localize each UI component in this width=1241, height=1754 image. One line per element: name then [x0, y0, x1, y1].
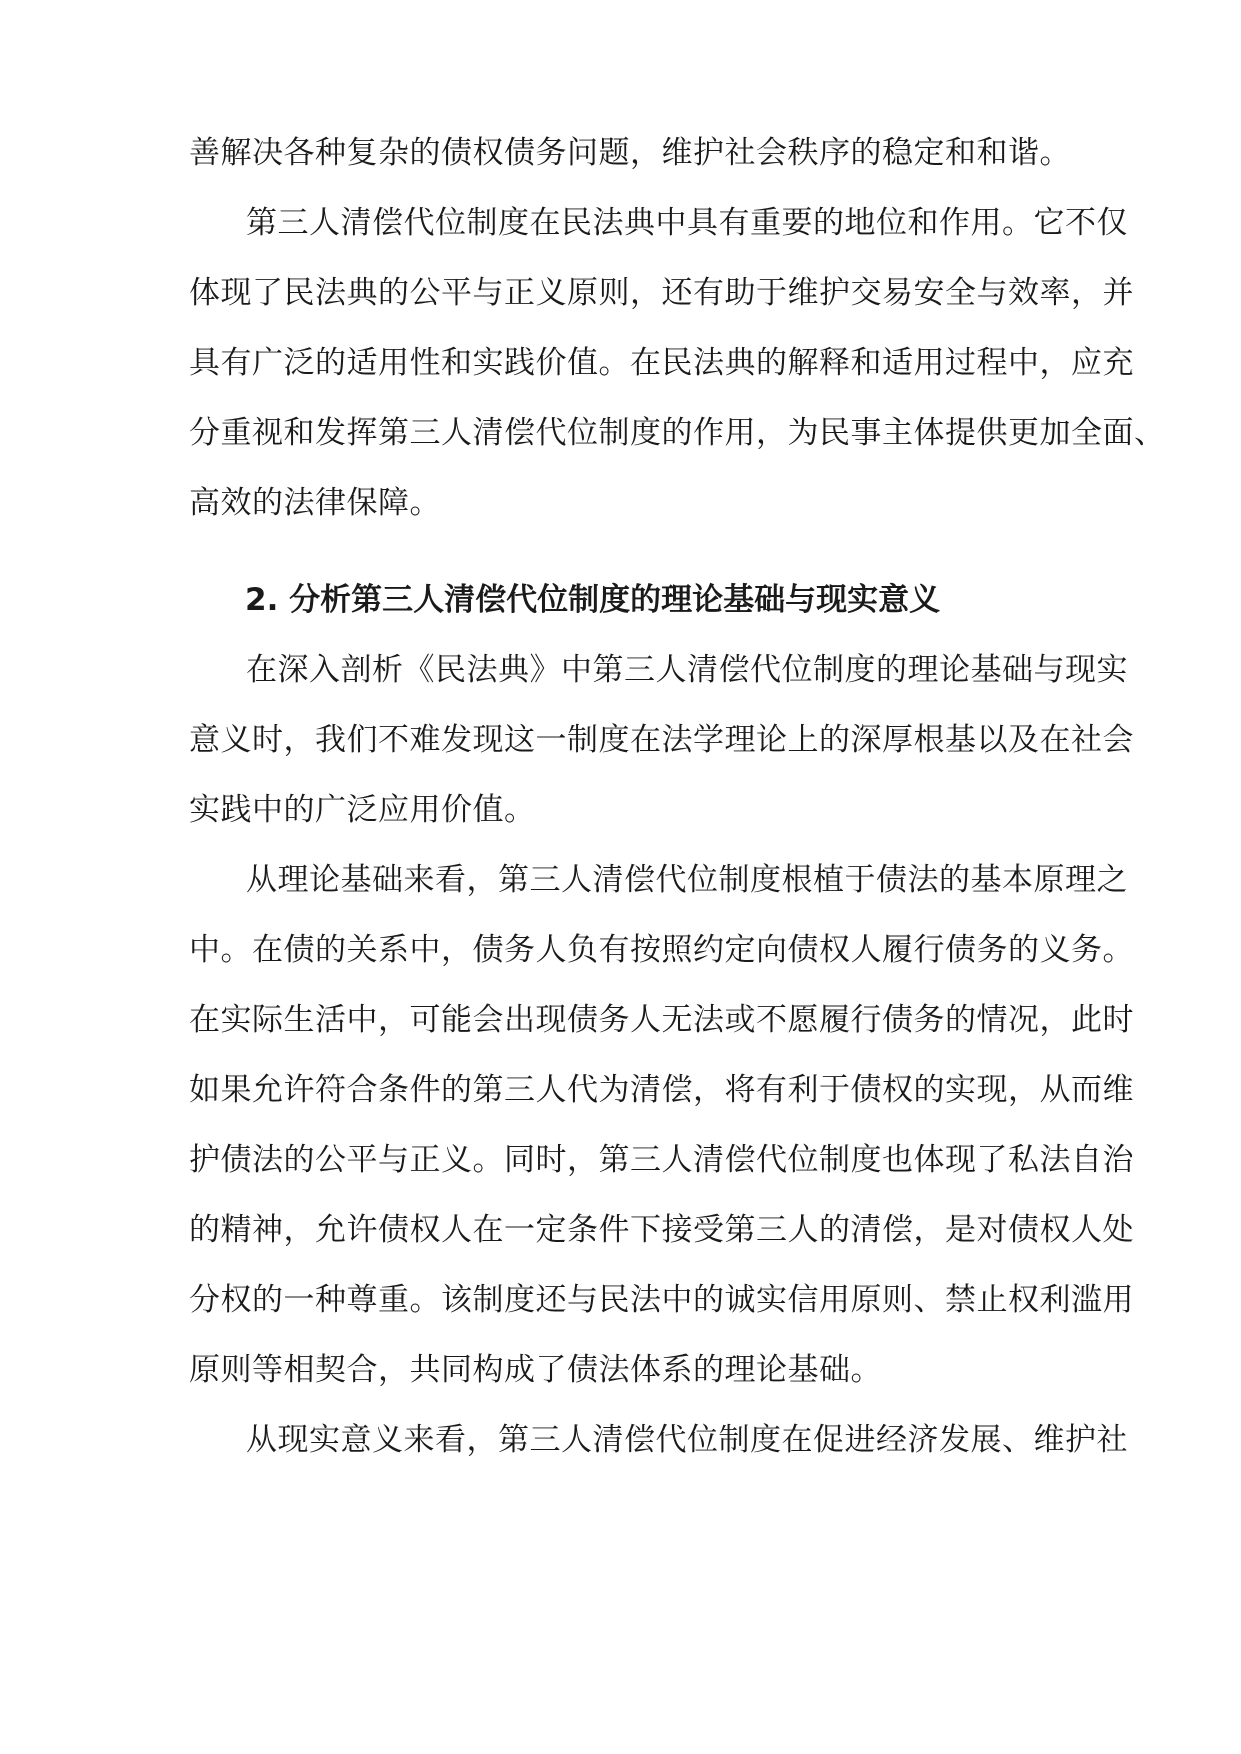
paragraph-line: 善解决各种复杂的债权债务问题，维护社会秩序的稳定和和谐。 [189, 135, 1071, 171]
paragraph-line: 护债法的公平与正义。同时，第三人清偿代位制度也体现了私法自治 [189, 1142, 1134, 1178]
paragraph-line: 如果允许符合条件的第三人代为清偿，将有利于债权的实现，从而维 [189, 1072, 1134, 1108]
paragraph-line: 意义时，我们不难发现这一制度在法学理论上的深厚根基以及在社会 [189, 722, 1134, 758]
section-heading: 2. 分析第三人清偿代位制度的理论基础与现实意义 [245, 582, 941, 618]
paragraph-line: 原则等相契合，共同构成了债法体系的理论基础。 [189, 1352, 882, 1388]
paragraph-line: 在深入剖析《民法典》中第三人清偿代位制度的理论基础与现实 [246, 652, 1128, 688]
paragraph-line: 第三人清偿代位制度在民法典中具有重要的地位和作用。它不仅 [246, 205, 1128, 241]
paragraph-line: 的精神，允许债权人在一定条件下接受第三人的清偿，是对债权人处 [189, 1212, 1134, 1248]
paragraph-line: 高效的法律保障。 [189, 485, 441, 521]
paragraph-line: 体现了民法典的公平与正义原则，还有助于维护交易安全与效率，并 [189, 275, 1134, 311]
paragraph-line: 分重视和发挥第三人清偿代位制度的作用，为民事主体提供更加全面、 [189, 415, 1166, 451]
paragraph-line: 具有广泛的适用性和实践价值。在民法典的解释和适用过程中，应充 [189, 345, 1134, 381]
paragraph-line: 实践中的广泛应用价值。 [189, 792, 536, 828]
paragraph-line: 中。在债的关系中，债务人负有按照约定向债权人履行债务的义务。 [189, 932, 1134, 968]
paragraph-line: 在实际生活中，可能会出现债务人无法或不愿履行债务的情况，此时 [189, 1002, 1134, 1038]
paragraph-line: 分权的一种尊重。该制度还与民法中的诚实信用原则、禁止权利滥用 [189, 1282, 1134, 1318]
paragraph-line: 从现实意义来看，第三人清偿代位制度在促进经济发展、维护社 [246, 1422, 1128, 1458]
paragraph-line: 从理论基础来看，第三人清偿代位制度根植于债法的基本原理之 [246, 862, 1128, 898]
